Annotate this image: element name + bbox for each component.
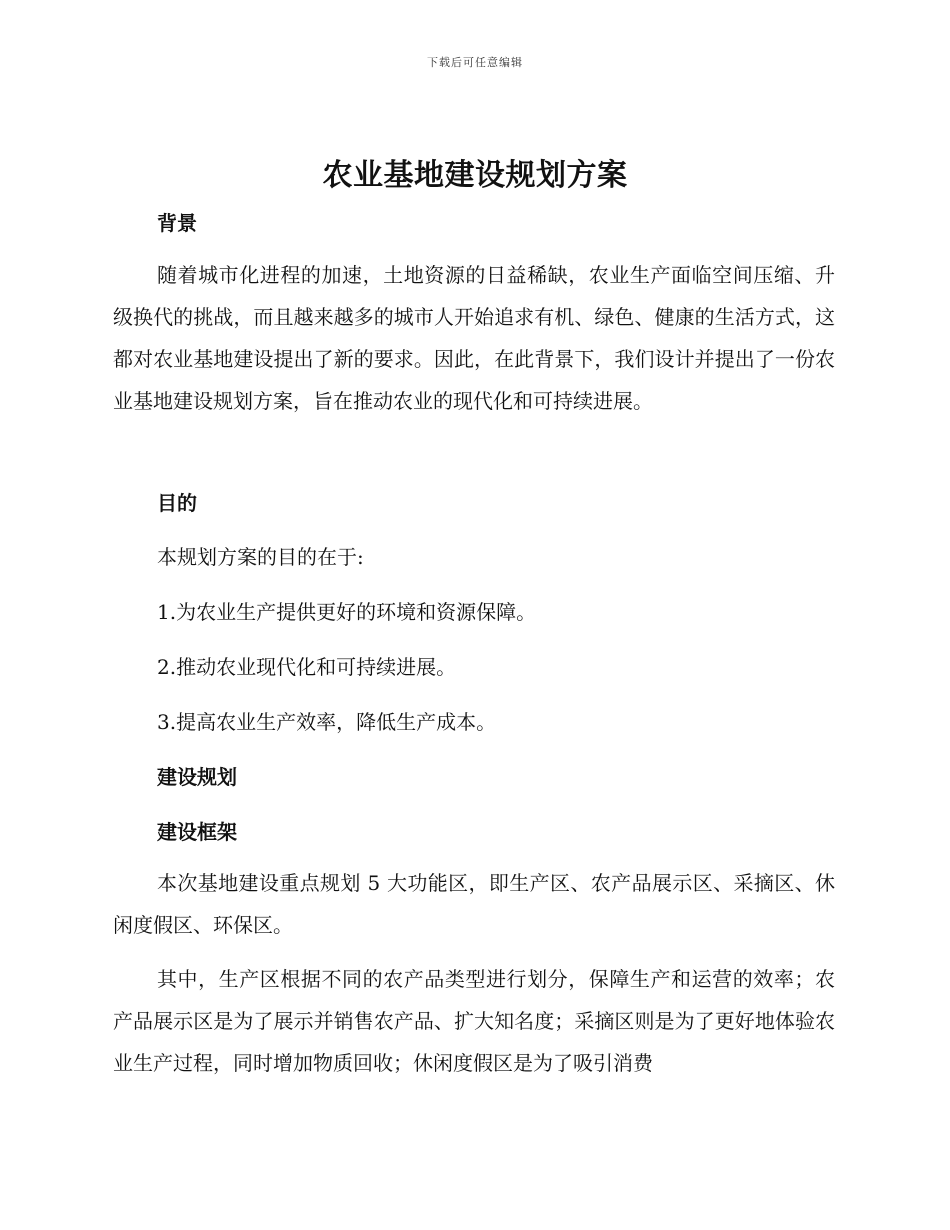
- purpose-item-1: 1.为农业生产提供更好的环境和资源保障。: [157, 600, 537, 624]
- purpose-intro: 本规划方案的目的在于:: [157, 545, 364, 569]
- purpose-item-2: 2.推动农业现代化和可持续进展。: [157, 655, 457, 679]
- section-heading-plan: 建设规划: [157, 765, 237, 789]
- framework-paragraph-2: 其中，生产区根据不同的农产品类型进行划分，保障生产和运营的效率；农产品展示区是为了展示并销售农产品、扩大知名度；采摘区则是为了更好地体验农业生产过程，同时增加物质回收；休闲度假区是为了吸引消费: [113, 967, 835, 1075]
- section-heading-purpose: 目的: [157, 491, 197, 515]
- document-title: 农业基地建设规划方案: [322, 158, 628, 193]
- framework-paragraph-1: 本次基地建设重点规划 5 大功能区，即生产区、农产品展示区、采摘区、休闲度假区、环保区。: [113, 871, 835, 937]
- subsection-heading-framework: 建设框架: [157, 820, 237, 844]
- purpose-item-3: 3.提高农业生产效率，降低生产成本。: [157, 710, 497, 734]
- header-note: 下载后可任意编辑: [427, 56, 523, 69]
- background-paragraph: 随着城市化进程的加速，土地资源的日益稀缺，农业生产面临空间压缩、升级换代的挑战，而且越来越多的城市人开始追求有机、绿色、健康的生活方式，这都对农业基地建设提出了新的要求。因此，在此背景下，我们设计并提出了一份农业基地建设规划方案，旨在推动农业的现代化和可持续进展。: [113, 263, 835, 413]
- section-heading-background: 背景: [157, 211, 197, 235]
